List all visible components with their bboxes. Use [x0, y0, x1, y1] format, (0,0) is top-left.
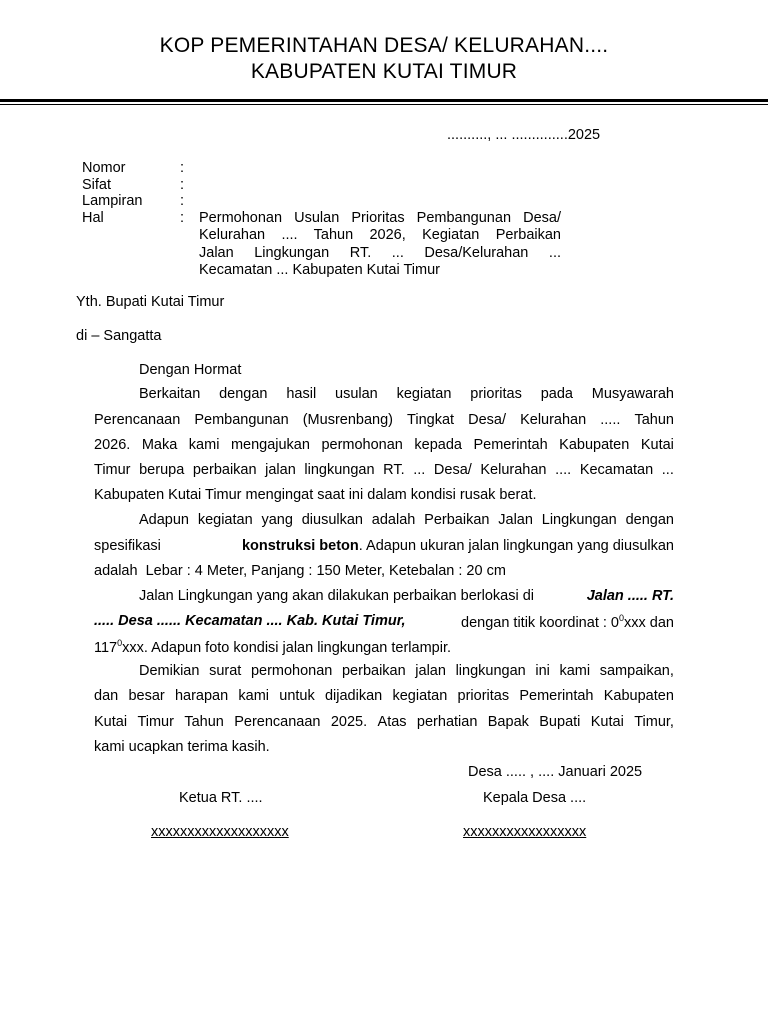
letter-date: .........., ... ..............2025: [447, 127, 601, 143]
bold-run: konstruksi beton: [241, 538, 359, 554]
word: ini: [535, 663, 550, 679]
hal-colon: :: [180, 210, 185, 226]
text-run: Jalan Lingkungan yang akan dilakukan perbaikan berlokasi di: [139, 588, 534, 604]
word: Kabupaten: [559, 437, 630, 453]
word: (Musrenbang): [302, 412, 393, 428]
paragraph-line: adalah Lebar : 4 Meter, Panjang : 150 Meter, Ketebalan : 20 cm: [94, 563, 506, 579]
word: kami: [188, 437, 220, 453]
hal-line: Jalan Lingkungan RT. ... Desa/Kelurahan ...: [199, 244, 561, 261]
nomor-colon: :: [180, 160, 185, 176]
word: adalah: [371, 512, 416, 528]
word: berupa: [139, 462, 185, 478]
word: kami: [238, 688, 270, 704]
word: Timur: [94, 462, 131, 478]
word: Kelurahan: [520, 412, 587, 428]
hal-line: Kecamatan ... Kabupaten Kutai Timur: [199, 261, 440, 278]
paragraph-line: [139, 588, 674, 604]
letterhead-divider: [0, 99, 768, 102]
word: Kutai: [640, 437, 674, 453]
sifat-colon: :: [180, 177, 185, 193]
word: Musyawarah: [591, 386, 674, 402]
word: Tahun: [634, 412, 674, 428]
word: Kabupaten: [603, 688, 674, 704]
word: RT.: [383, 462, 405, 478]
paragraph-line: [94, 538, 674, 554]
word: kegiatan: [197, 512, 253, 528]
text-run: . Adapun ukuran jalan lingkungan yang diusulkan: [358, 538, 674, 554]
paragraph-line: [139, 663, 674, 679]
paragraph-line: [94, 412, 674, 428]
word: Timur: [137, 714, 174, 730]
word: lingkungan: [455, 663, 526, 679]
word: lingkungan: [304, 462, 375, 478]
word: mengajukan: [230, 437, 310, 453]
word: prioritas: [470, 386, 522, 402]
word: Jalan: [498, 512, 533, 528]
text-run: xxx. Adapun foto kondisi jalan lingkungan terlampir.: [122, 640, 452, 656]
word: Kutai: [94, 714, 128, 730]
paragraph-line: [94, 638, 674, 656]
superscript: 0: [619, 613, 625, 623]
word: perhatian: [416, 714, 478, 730]
word: Perencanaan: [234, 714, 321, 730]
word: Kutai: [590, 714, 624, 730]
letterhead-line-2: KABUPATEN KUTAI TIMUR: [250, 60, 518, 83]
word: sampaikan,: [599, 663, 674, 679]
paragraph-line: [94, 437, 674, 453]
word: yang: [261, 512, 293, 528]
word: jalan: [265, 462, 296, 478]
word: surat: [209, 663, 242, 679]
paragraph-line: [94, 462, 674, 478]
word: Pemerintah: [519, 688, 594, 704]
word: harapan: [174, 688, 229, 704]
paragraph-line: [94, 613, 674, 631]
hal-label: Hal: [82, 210, 104, 226]
text-run: spesifikasi: [94, 538, 161, 554]
word: Maka: [141, 437, 178, 453]
word: Pembangunan: [194, 412, 289, 428]
word: Desa/: [433, 462, 472, 478]
lampiran-colon: :: [180, 193, 185, 209]
word: jalan: [415, 663, 446, 679]
text-run: [242, 538, 674, 554]
word: 2026.: [94, 437, 131, 453]
word: Tahun: [184, 714, 224, 730]
word: permohonan: [321, 437, 403, 453]
word: dengan: [625, 512, 674, 528]
word: pada: [540, 386, 573, 402]
paragraph-line: Kabupaten Kutai Timur mengingat saat ini dalam kondisi rusak berat.: [94, 487, 537, 503]
word: Perencanaan: [94, 412, 181, 428]
signature-left-name: xxxxxxxxxxxxxxxxxxx: [151, 824, 289, 840]
paragraph-line: [94, 714, 674, 730]
bold-italic-run: ..... Desa ...... Kecamatan .... Kab. Kutai Timur,: [94, 613, 406, 629]
word: Lingkungan: [541, 512, 617, 528]
superscript: 0: [117, 638, 123, 648]
signature-date: Desa ..... , .... Januari 2025: [468, 764, 643, 780]
word: ...: [661, 462, 674, 478]
recipient: Yth. Bupati Kutai Timur: [76, 294, 225, 310]
signature-right-title: Kepala Desa ....: [483, 790, 587, 806]
text-run: [461, 613, 674, 631]
word: Tingkat: [407, 412, 455, 428]
word: Bupati: [539, 714, 581, 730]
sifat-label: Sifat: [82, 177, 112, 193]
word: usulan: [335, 386, 378, 402]
word: dijadikan: [324, 688, 383, 704]
word: Adapun: [139, 512, 189, 528]
word: Perbaikan: [424, 512, 490, 528]
word: ....: [555, 462, 572, 478]
paragraph-line: [139, 386, 674, 402]
text-run: xxx dan: [624, 615, 674, 631]
word: Desa/: [468, 412, 507, 428]
lampiran-label: Lampiran: [82, 193, 143, 209]
word: Pemerintah: [473, 437, 548, 453]
word: prioritas: [457, 688, 510, 704]
paragraph-line: kami ucapkan terima kasih.: [94, 739, 270, 755]
text-run: dengan titik koordinat : 0: [461, 615, 619, 631]
word: .....: [600, 412, 621, 428]
word: Bapak: [487, 714, 529, 730]
word: perbaikan: [341, 663, 406, 679]
text-run: 117: [94, 640, 118, 656]
paragraph-line: [94, 688, 674, 704]
word: kami: [559, 663, 591, 679]
word: Timur,: [634, 714, 674, 730]
word: Kecamatan: [579, 462, 654, 478]
paragraph-line: [139, 512, 674, 528]
greeting: Dengan Hormat: [139, 362, 242, 378]
signature-left-title: Ketua RT. ....: [179, 790, 263, 806]
word: Demikian: [139, 663, 200, 679]
recipient-place: di – Sangatta: [76, 328, 162, 344]
hal-line: Permohonan Usulan Prioritas Pembangunan Desa/: [199, 210, 561, 226]
word: besar: [128, 688, 165, 704]
word: Atas: [377, 714, 407, 730]
word: diusulkan: [301, 512, 363, 528]
word: perbaikan: [192, 462, 257, 478]
word: Kelurahan: [480, 462, 547, 478]
word: kepada: [414, 437, 462, 453]
signature-right-name: xxxxxxxxxxxxxxxxx: [463, 824, 587, 840]
word: dengan: [219, 386, 268, 402]
letterhead-divider-thin: [0, 104, 768, 105]
word: 2025.: [330, 714, 368, 730]
word: permohonan: [250, 663, 333, 679]
nomor-label: Nomor: [82, 160, 126, 176]
word: dan: [94, 688, 119, 704]
word: ...: [413, 462, 426, 478]
word: kegiatan: [392, 688, 448, 704]
word: hasil: [286, 386, 317, 402]
bold-italic-run: Jalan ..... RT.: [586, 588, 674, 604]
letterhead-line-1: KOP PEMERINTAHAN DESA/ KELURAHAN....: [159, 34, 609, 57]
word: untuk: [279, 688, 315, 704]
hal-line: Kelurahan .... Tahun 2026, Kegiatan Perbaikan: [199, 227, 561, 244]
hal-subject: [199, 210, 561, 279]
word: Berkaitan: [139, 386, 201, 402]
word: kegiatan: [396, 386, 452, 402]
